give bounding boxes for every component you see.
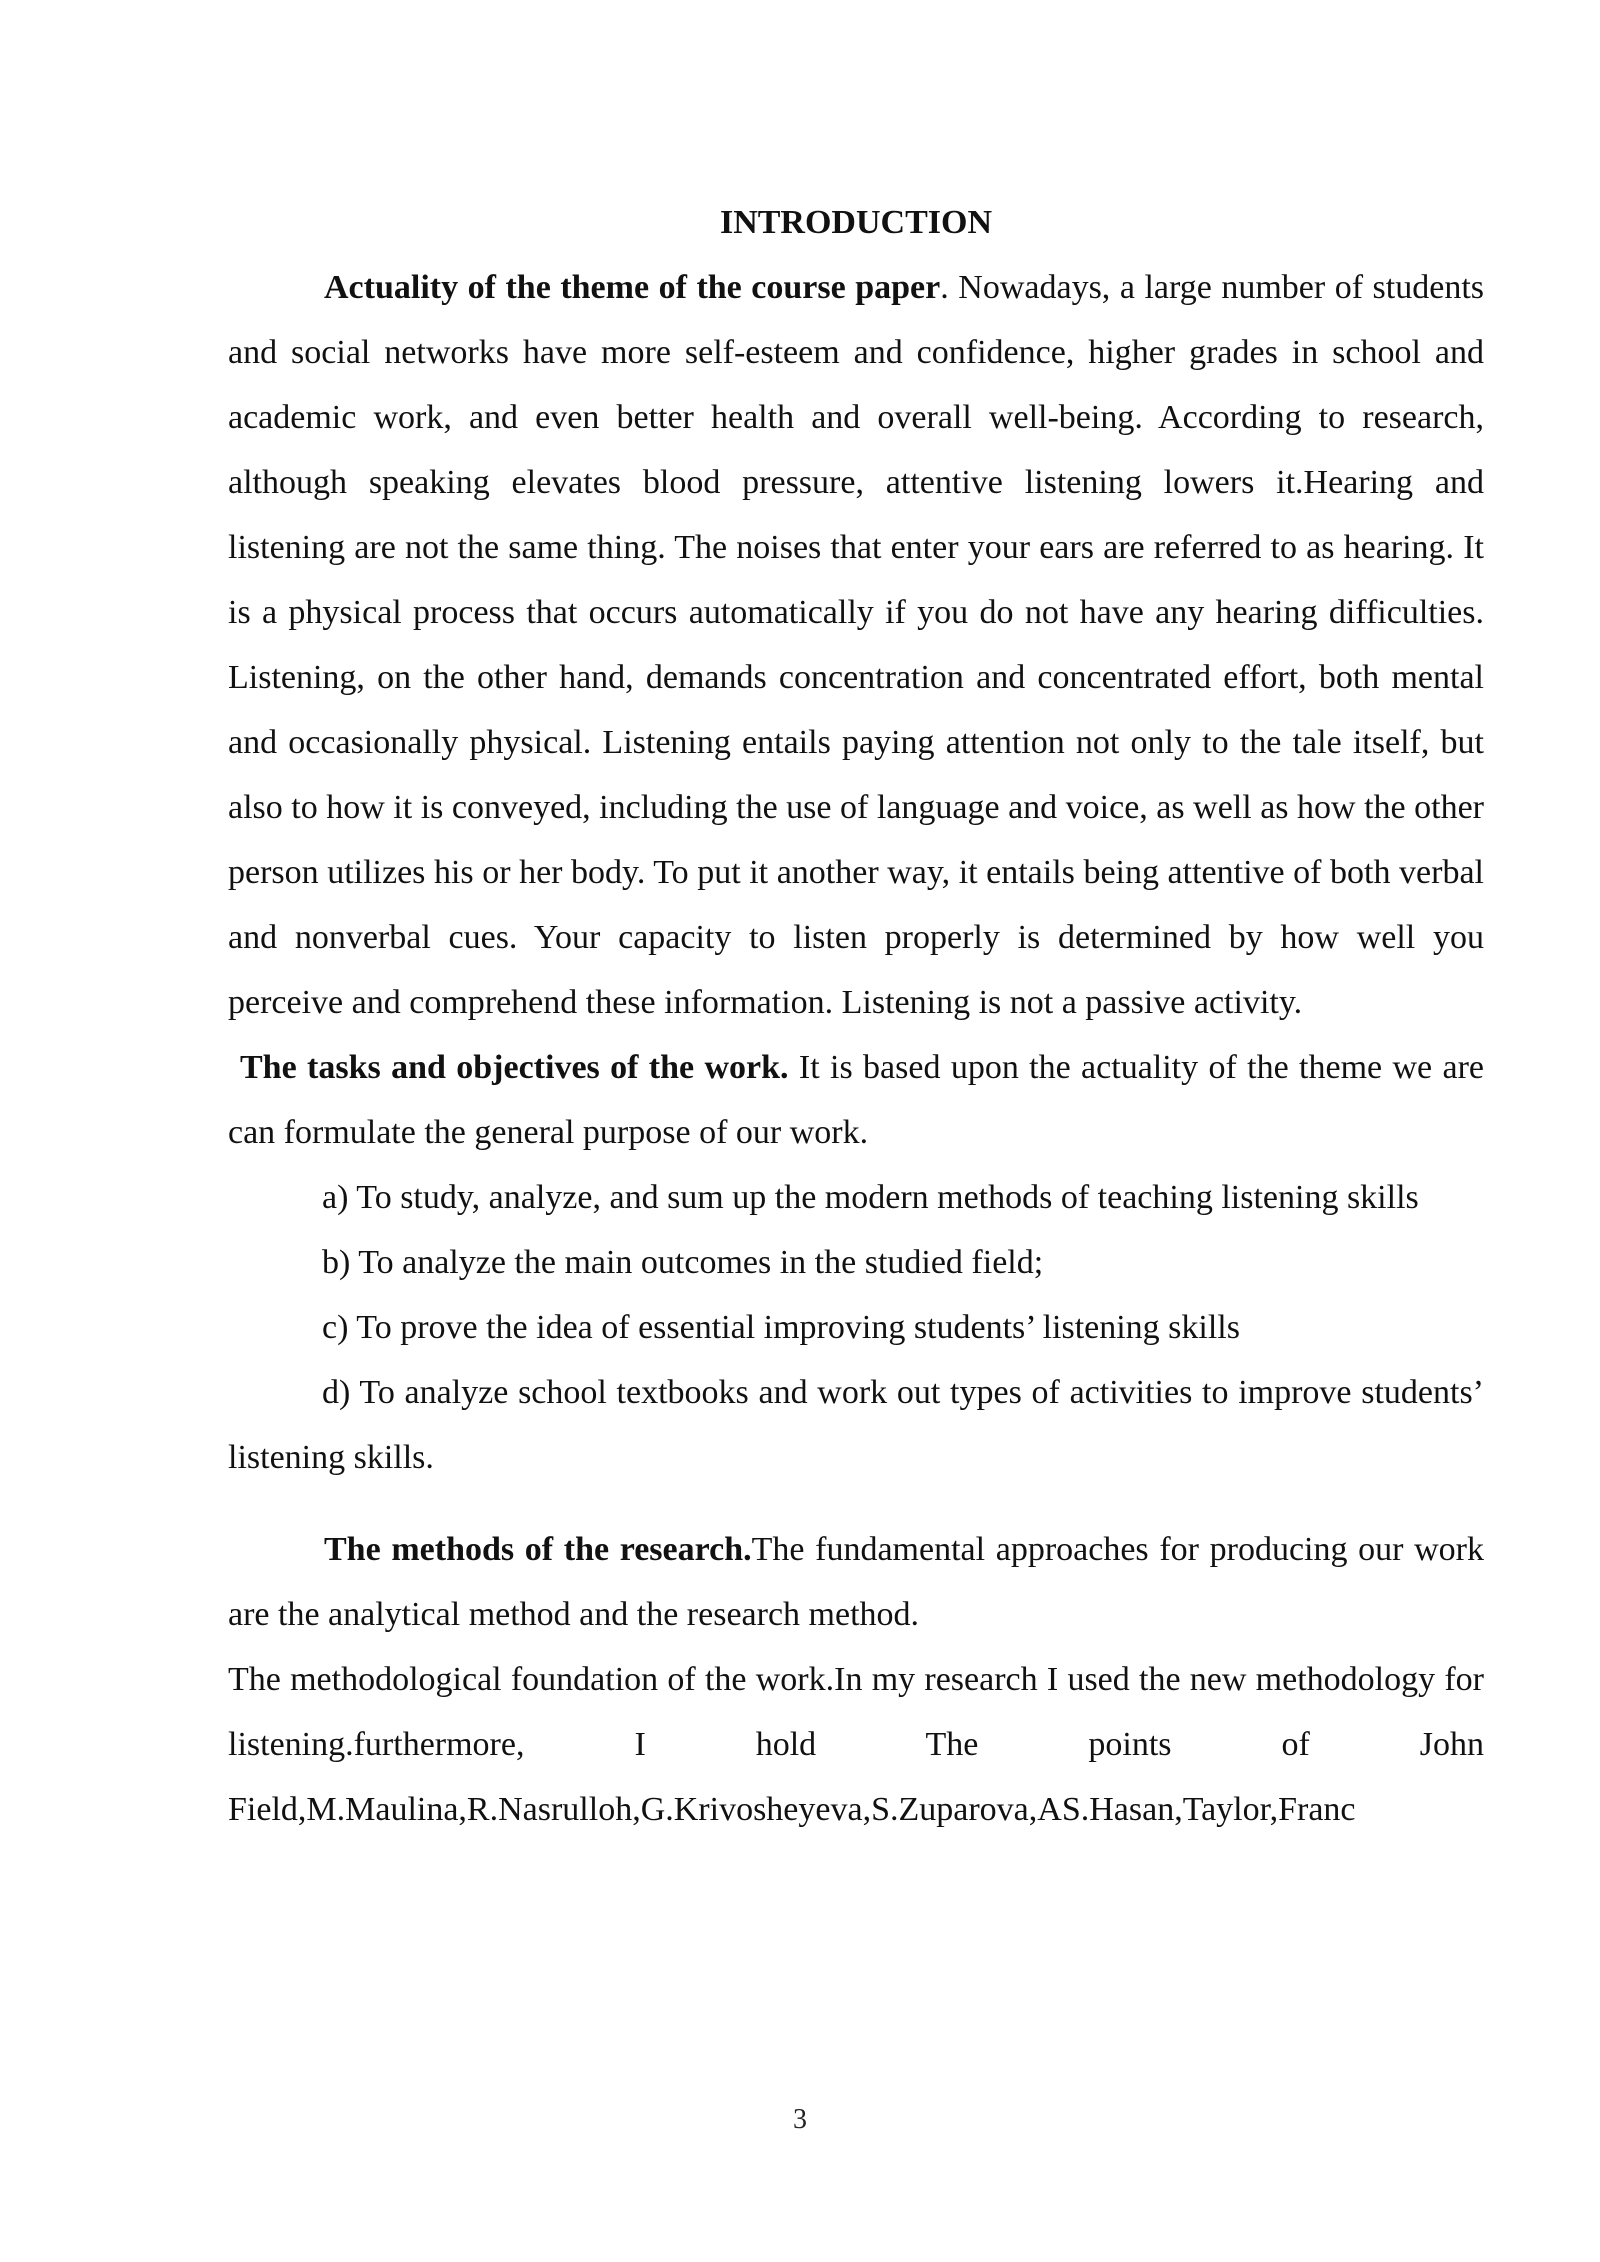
methods-paragraph	[228, 1517, 1484, 1647]
methodology-paragraph: The methodological foundation of the work.In my research I used the new methodology for listening.furthermore, I hold The points of John Field,M.Maulina,R.Nasrulloh,G.Krivosheyeva,S.Zuparova,AS.Hasan,Taylor,Franc	[228, 1661, 1484, 1828]
actuality-text: . Nowadays, a large number of students and social networks have more self-esteem and confidence, higher grades in school and academic work, and even better health and overall well-being. According to research, although speaking elevates blood pressure, attentive listening lowers it.Hearing and listening are not the same thing. The noises that enter your ears are referred to as hearing. It is a physical process that occurs automatically if you do not have any hearing difficulties. Listening, on the other hand, demands concentration and concentrated effort, both mental and occasionally physical. Listening entails paying attention not only to the tale itself, but also to how it is conveyed, including the use of language and voice, as well as how the other person utilizes his or her body. To put it another way, it entails being attentive of both verbal and nonverbal cues. Your capacity to listen properly is determined by how well you perceive and comprehend these information. Listening is not a passive activity.	[228, 269, 1485, 1021]
tasks-paragraph	[228, 1035, 1484, 1165]
actuality-paragraph	[228, 255, 1484, 1035]
page-content	[228, 190, 1484, 1842]
page-title: INTRODUCTION	[719, 204, 993, 241]
task-item-a: a) To study, analyze, and sum up the modern methods of teaching listening skills	[322, 1179, 1419, 1216]
actuality-heading: Actuality of the theme of the course paper	[324, 269, 941, 306]
methods-heading: The methods of the research.	[324, 1531, 752, 1568]
tasks-heading: The tasks and objectives of the work.	[240, 1049, 789, 1086]
tasks-text: It is based upon the actuality of the theme we are can formulate the general purpose of our work.	[228, 1049, 1484, 1151]
task-item-d: d) To analyze school textbooks and work out types of activities to improve students’ listening skills.	[228, 1374, 1484, 1476]
task-item-b: b) To analyze the main outcomes in the studied field;	[322, 1244, 1044, 1281]
task-item-c: c) To prove the idea of essential improving students’ listening skills	[322, 1309, 1240, 1346]
page-number: 3	[793, 2104, 807, 2135]
methods-text: The fundamental approaches for producing our work are the analytical method and the research method.	[228, 1531, 1484, 1633]
